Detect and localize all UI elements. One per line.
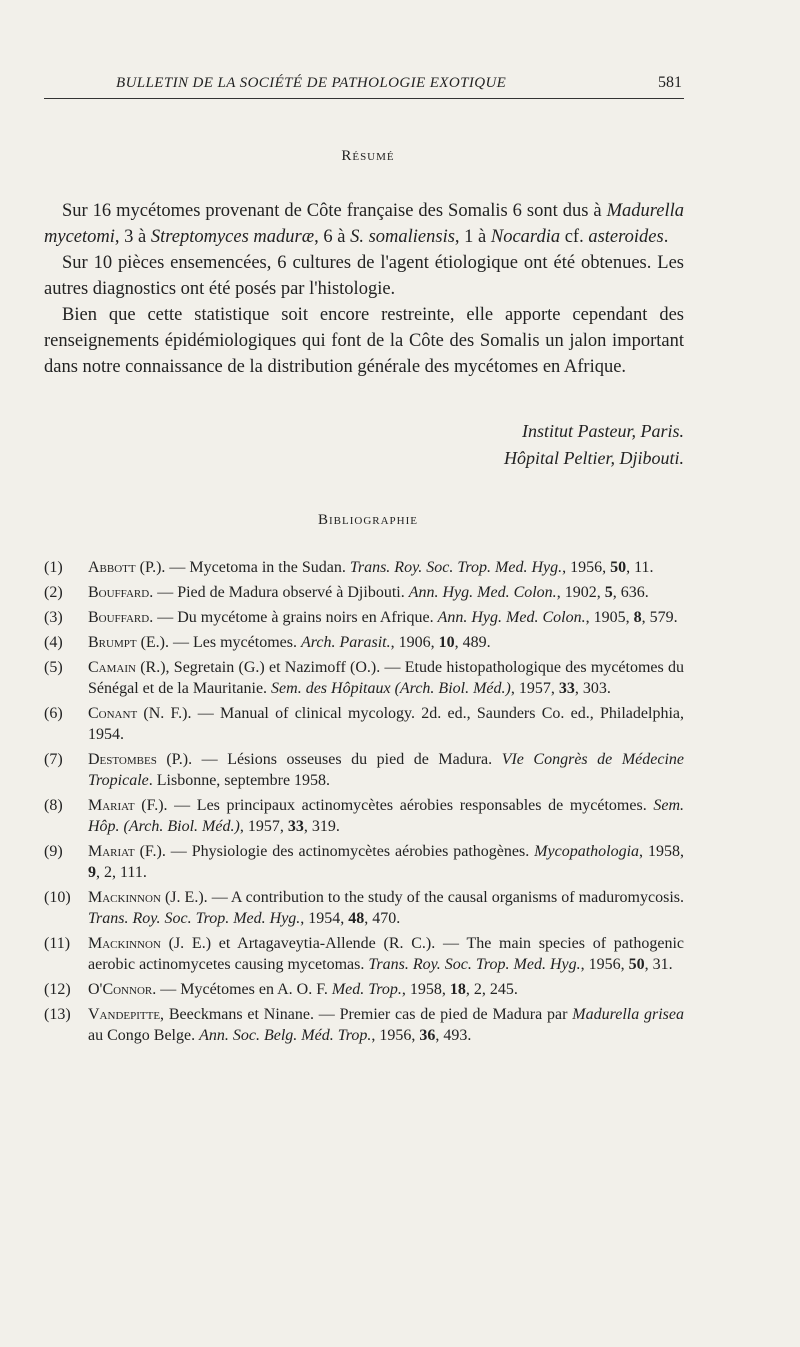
resume-paragraph-2: Sur 10 pièces ensemencées, 6 cultures de l'agent étiologique ont été obtenues. Les autres diagnostics ont été posés par l'histologie. <box>44 253 684 299</box>
reference-text: Brumpt (E.). — Les mycétomes. Arch. Parasit., 1906, 10, 489. <box>88 634 491 651</box>
reference-text: Bouffard. — Pied de Madura observé à Djibouti. Ann. Hyg. Med. Colon., 1902, 5, 636. <box>88 584 649 601</box>
reference-number: (11) <box>44 935 71 952</box>
journal-title: BULLETIN DE LA SOCIÉTÉ DE PATHOLOGIE EXOTIQUE <box>116 75 507 91</box>
running-header <box>44 74 684 99</box>
reference-number: (10) <box>44 889 71 906</box>
reference-item <box>44 557 684 578</box>
bibliography-list <box>44 557 684 1050</box>
reference-number: (2) <box>44 584 63 601</box>
reference-number: (6) <box>44 705 63 722</box>
reference-text: Mariat (F.). — Physiologie des actinomycètes aérobies pathogènes. Mycopathologia, 1958, 9, 2, 111. <box>88 843 684 881</box>
reference-number: (12) <box>44 981 71 998</box>
page-number: 581 <box>658 74 682 91</box>
reference-number: (13) <box>44 1006 71 1023</box>
reference-number: (4) <box>44 634 63 651</box>
reference-item <box>44 749 684 791</box>
reference-text: Vandepitte, Beeckmans et Ninane. — Premier cas de pied de Madura par Madurella grisea au Congo Belge. Ann. Soc. Belg. Méd. Trop., 1956, 36, 493. <box>88 1006 685 1044</box>
reference-text: Abbott (P.). — Mycetoma in the Sudan. Trans. Roy. Soc. Trop. Med. Hyg., 1956, 50, 11. <box>88 559 654 576</box>
reference-text: Mackinnon (J. E.). — A contribution to the study of the causal organisms of maduromycosis. Trans. Roy. Soc. Trop. Med. Hyg., 1954, 48, 470. <box>88 889 684 927</box>
reference-item <box>44 887 684 929</box>
reference-item <box>44 632 684 653</box>
resume-heading: Résumé <box>341 148 395 164</box>
reference-item <box>44 703 684 745</box>
reference-text: Destombes (P.). — Lésions osseuses du pied de Madura. VIe Congrès de Médecine Tropicale. Lisbonne, septembre 1958. <box>88 751 684 789</box>
reference-number: (9) <box>44 843 63 860</box>
signature-hopital: Hôpital Peltier, Djibouti. <box>504 448 684 468</box>
reference-text: Camain (R.), Segretain (G.) et Nazimoff (O.). — Etude histopathologique des mycétomes du Sénégal et de la Mauritanie. Sem. des Hôpitaux (Arch. Biol. Méd.), 1957, 33, 303. <box>88 659 684 697</box>
reference-text: O'Connor. — Mycétomes en A. O. F. Med. Trop., 1958, 18, 2, 245. <box>88 981 518 998</box>
reference-number: (5) <box>44 659 63 676</box>
reference-item <box>44 841 684 883</box>
reference-item <box>44 582 684 603</box>
reference-item <box>44 795 684 837</box>
reference-text: Mackinnon (J. E.) et Artagaveytia-Allende (R. C.). — The main species of pathogenic aerobic actinomycetes causing mycetomas. Trans. Roy. Soc. Trop. Med. Hyg., 1956, 50, 31. <box>88 935 684 973</box>
signature-institut: Institut Pasteur, Paris. <box>521 421 684 441</box>
reference-item <box>44 1004 684 1046</box>
reference-item <box>44 933 684 975</box>
reference-text: Conant (N. F.). — Manual of clinical mycology. 2d. ed., Saunders Co. ed., Philadelphia, 1954. <box>88 705 684 743</box>
reference-item <box>44 607 684 628</box>
reference-number: (8) <box>44 797 63 814</box>
reference-number: (1) <box>44 559 63 576</box>
reference-item <box>44 979 684 1000</box>
reference-item <box>44 657 684 699</box>
resume-paragraph-3: Bien que cette statistique soit encore restreinte, elle apporte cependant des renseignements épidémiologiques qui font de la Côte des Somalis un jalon important dans notre connaissance de la distribution générale des mycétomes en Afrique. <box>44 305 684 377</box>
reference-number: (7) <box>44 751 63 768</box>
reference-number: (3) <box>44 609 63 626</box>
resume-paragraph-1: Sur 16 mycétomes provenant de Côte française des Somalis 6 sont dus à Madurella mycetomi, 3 à Streptomyces maduræ, 6 à S. somaliensis, 1 à Nocardia cf. asteroides. <box>44 201 684 247</box>
bibliography-heading: Bibliographie <box>318 512 418 528</box>
reference-text: Bouffard. — Du mycétome à grains noirs en Afrique. Ann. Hyg. Med. Colon., 1905, 8, 579. <box>88 609 678 626</box>
reference-text: Mariat (F.). — Les principaux actinomycètes aérobies responsables de mycétomes. Sem. Hôp. (Arch. Biol. Méd.), 1957, 33, 319. <box>88 797 684 835</box>
resume-body <box>44 198 684 380</box>
